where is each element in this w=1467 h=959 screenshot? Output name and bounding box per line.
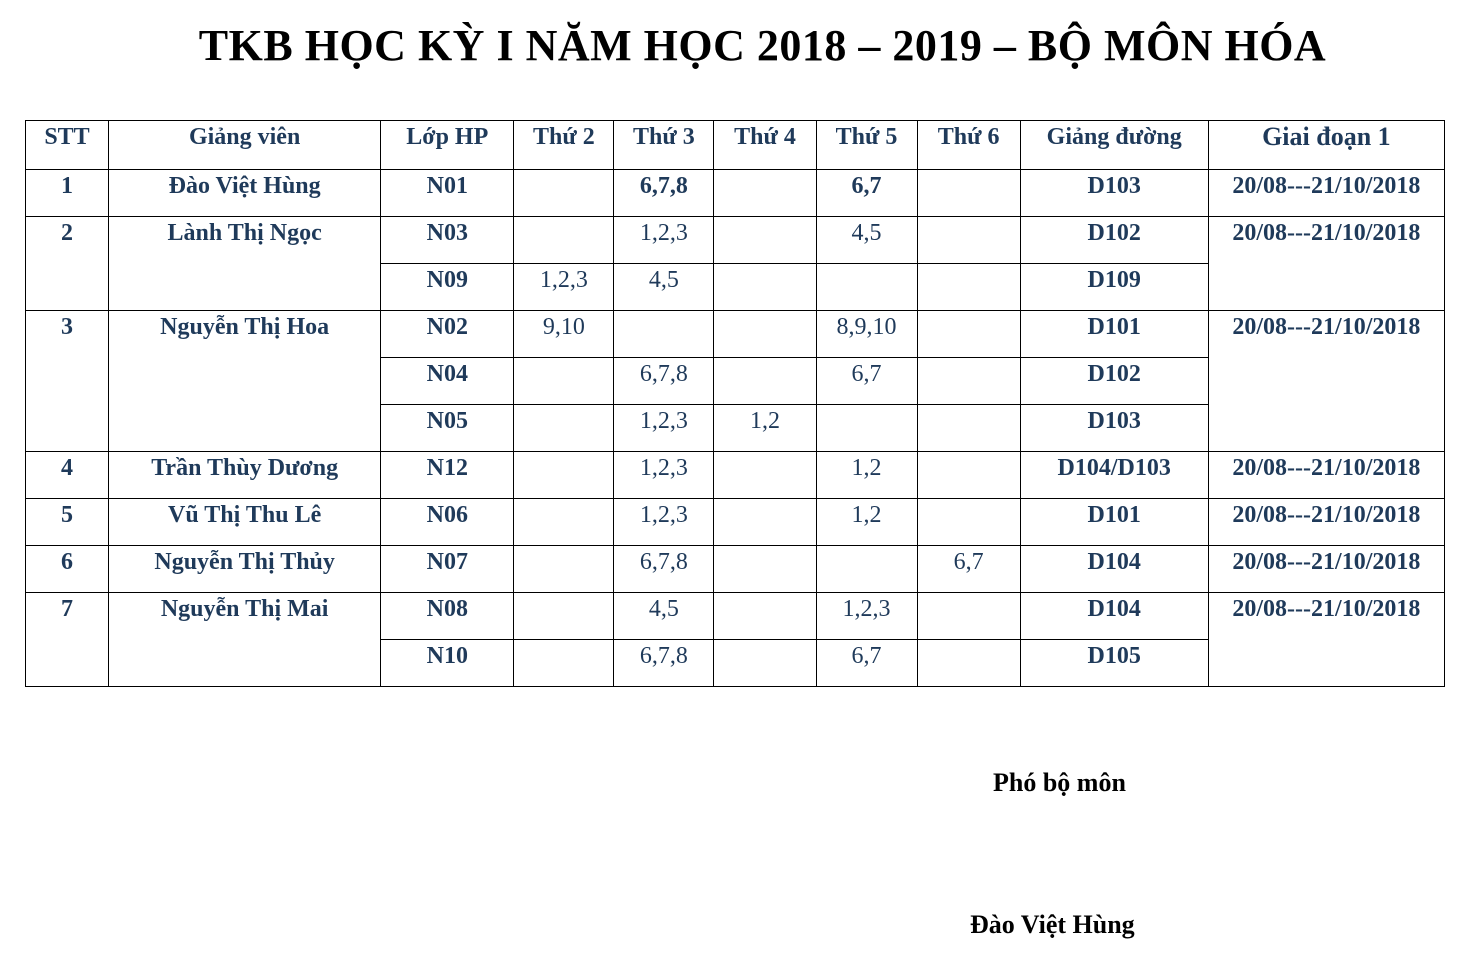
table-row xyxy=(26,546,1445,593)
header-thu-6: Thứ 6 xyxy=(917,121,1020,170)
table-row xyxy=(26,499,1445,546)
cell-lop: N07 xyxy=(381,546,514,593)
cell-room: D109 xyxy=(1020,264,1208,311)
header-giang-duong: Giảng đường xyxy=(1020,121,1208,170)
header-thu-3: Thứ 3 xyxy=(614,121,714,170)
cell-thu-3: 6,7,8 xyxy=(614,358,714,405)
header-stt: STT xyxy=(26,121,109,170)
cell-thu-6 xyxy=(917,170,1020,217)
table-row xyxy=(26,217,1445,264)
cell-thu-4 xyxy=(714,217,816,264)
cell-lop: N12 xyxy=(381,452,514,499)
cell-thu-6 xyxy=(917,593,1020,640)
cell-lop: N01 xyxy=(381,170,514,217)
table-row xyxy=(26,452,1445,499)
cell-thu-6 xyxy=(917,311,1020,358)
cell-stt: 2 xyxy=(26,217,109,311)
cell-period: 20/08---21/10/2018 xyxy=(1208,170,1444,217)
cell-thu-3: 1,2,3 xyxy=(614,405,714,452)
cell-room: D102 xyxy=(1020,358,1208,405)
header-giai-doan: Giai đoạn 1 xyxy=(1208,121,1444,170)
cell-thu-2 xyxy=(514,405,614,452)
header-giang-vien: Giảng viên xyxy=(109,121,381,170)
cell-thu-2 xyxy=(514,546,614,593)
cell-period: 20/08---21/10/2018 xyxy=(1208,499,1444,546)
cell-thu-2 xyxy=(514,640,614,687)
cell-period: 20/08---21/10/2018 xyxy=(1208,593,1444,687)
cell-thu-3: 1,2,3 xyxy=(614,217,714,264)
cell-thu-6 xyxy=(917,405,1020,452)
cell-thu-5: 1,2 xyxy=(816,452,917,499)
cell-thu-3 xyxy=(614,311,714,358)
cell-thu-4 xyxy=(714,640,816,687)
cell-thu-5: 6,7 xyxy=(816,358,917,405)
header-thu-5: Thứ 5 xyxy=(816,121,917,170)
cell-lecturer: Trần Thùy Dương xyxy=(109,452,381,499)
cell-thu-6 xyxy=(917,640,1020,687)
cell-thu-5 xyxy=(816,264,917,311)
cell-thu-2 xyxy=(514,170,614,217)
cell-thu-3: 6,7,8 xyxy=(614,170,714,217)
cell-thu-3: 4,5 xyxy=(614,264,714,311)
header-row xyxy=(26,121,1445,170)
header-thu-4: Thứ 4 xyxy=(714,121,816,170)
cell-lop: N05 xyxy=(381,405,514,452)
cell-thu-2: 9,10 xyxy=(514,311,614,358)
cell-room: D104 xyxy=(1020,546,1208,593)
cell-lecturer: Nguyễn Thị Hoa xyxy=(109,311,381,452)
cell-thu-3: 1,2,3 xyxy=(614,452,714,499)
cell-period: 20/08---21/10/2018 xyxy=(1208,311,1444,452)
table-row xyxy=(26,311,1445,358)
cell-thu-6 xyxy=(917,358,1020,405)
cell-stt: 7 xyxy=(26,593,109,687)
cell-room: D102 xyxy=(1020,217,1208,264)
cell-thu-3: 6,7,8 xyxy=(614,546,714,593)
cell-thu-5: 6,7 xyxy=(816,170,917,217)
timetable xyxy=(25,120,1445,687)
signature-name: Đào Việt Hùng xyxy=(970,910,1135,939)
cell-lop: N08 xyxy=(381,593,514,640)
cell-thu-4 xyxy=(714,593,816,640)
cell-thu-3: 1,2,3 xyxy=(614,499,714,546)
cell-thu-2 xyxy=(514,593,614,640)
cell-thu-4 xyxy=(714,264,816,311)
cell-thu-4 xyxy=(714,546,816,593)
cell-lecturer: Vũ Thị Thu Lê xyxy=(109,499,381,546)
cell-thu-4 xyxy=(714,311,816,358)
cell-room: D104 xyxy=(1020,593,1208,640)
cell-room: D101 xyxy=(1020,499,1208,546)
cell-thu-4 xyxy=(714,358,816,405)
cell-thu-4 xyxy=(714,170,816,217)
cell-thu-5 xyxy=(816,546,917,593)
cell-room: D101 xyxy=(1020,311,1208,358)
cell-thu-5: 1,2,3 xyxy=(816,593,917,640)
cell-thu-6: 6,7 xyxy=(917,546,1020,593)
cell-room: D103 xyxy=(1020,405,1208,452)
cell-room: D103 xyxy=(1020,170,1208,217)
cell-lop: N04 xyxy=(381,358,514,405)
cell-thu-2 xyxy=(514,358,614,405)
cell-thu-6 xyxy=(917,452,1020,499)
cell-thu-4: 1,2 xyxy=(714,405,816,452)
cell-thu-6 xyxy=(917,499,1020,546)
cell-lop: N02 xyxy=(381,311,514,358)
table-row xyxy=(26,593,1445,640)
table-row xyxy=(26,170,1445,217)
cell-thu-5 xyxy=(816,405,917,452)
cell-thu-2 xyxy=(514,217,614,264)
cell-thu-2 xyxy=(514,499,614,546)
cell-thu-5: 8,9,10 xyxy=(816,311,917,358)
cell-thu-5: 6,7 xyxy=(816,640,917,687)
cell-lop: N09 xyxy=(381,264,514,311)
cell-thu-2: 1,2,3 xyxy=(514,264,614,311)
cell-thu-3: 6,7,8 xyxy=(614,640,714,687)
cell-thu-2 xyxy=(514,452,614,499)
cell-lecturer: Đào Việt Hùng xyxy=(109,170,381,217)
cell-stt: 1 xyxy=(26,170,109,217)
cell-room: D104/D103 xyxy=(1020,452,1208,499)
cell-lop: N10 xyxy=(381,640,514,687)
cell-thu-6 xyxy=(917,217,1020,264)
cell-thu-5: 1,2 xyxy=(816,499,917,546)
cell-lop: N06 xyxy=(381,499,514,546)
cell-stt: 3 xyxy=(26,311,109,452)
header-lop-hp: Lớp HP xyxy=(381,121,514,170)
cell-stt: 4 xyxy=(26,452,109,499)
cell-period: 20/08---21/10/2018 xyxy=(1208,546,1444,593)
cell-thu-6 xyxy=(917,264,1020,311)
cell-thu-4 xyxy=(714,452,816,499)
signature-role: Phó bộ môn xyxy=(993,768,1126,797)
cell-lecturer: Lành Thị Ngọc xyxy=(109,217,381,311)
cell-stt: 5 xyxy=(26,499,109,546)
cell-lop: N03 xyxy=(381,217,514,264)
cell-thu-5: 4,5 xyxy=(816,217,917,264)
cell-lecturer: Nguyễn Thị Thủy xyxy=(109,546,381,593)
cell-thu-4 xyxy=(714,499,816,546)
cell-stt: 6 xyxy=(26,546,109,593)
page-title: TKB HỌC KỲ I NĂM HỌC 2018 – 2019 – BỘ MÔN HÓA xyxy=(198,21,1327,70)
header-thu-2: Thứ 2 xyxy=(514,121,614,170)
cell-period: 20/08---21/10/2018 xyxy=(1208,217,1444,311)
cell-room: D105 xyxy=(1020,640,1208,687)
cell-period: 20/08---21/10/2018 xyxy=(1208,452,1444,499)
cell-lecturer: Nguyễn Thị Mai xyxy=(109,593,381,687)
cell-thu-3: 4,5 xyxy=(614,593,714,640)
